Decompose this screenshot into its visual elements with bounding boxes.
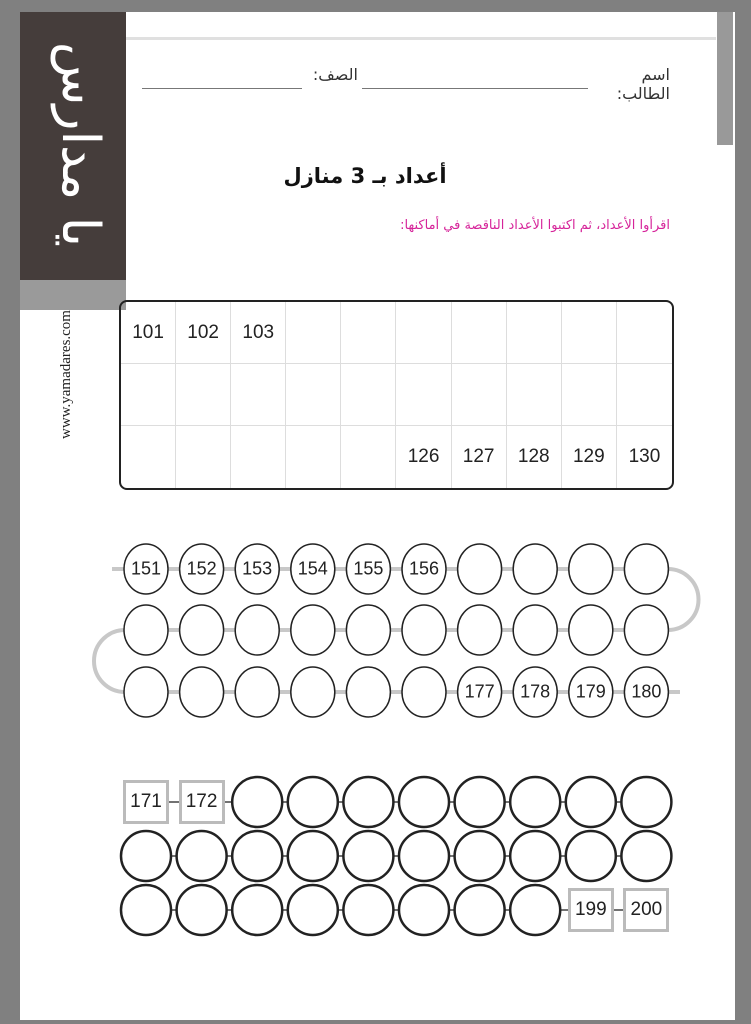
website-text: www.yamadares.com <box>58 310 74 440</box>
bead-circle <box>232 777 282 827</box>
number-circle <box>402 667 446 717</box>
bead-circle <box>288 777 338 827</box>
instruction-text: اقرأوا الأعداد، ثم اكتبوا الأعداد الناقصة في أماكنها: <box>400 218 670 233</box>
bead-circle <box>399 831 449 881</box>
number-circle <box>346 667 390 717</box>
bead-circle <box>566 831 616 881</box>
circle-number: 153 <box>242 558 273 579</box>
bead-circle <box>455 777 505 827</box>
class-label: الصف: <box>312 65 358 84</box>
number-circle <box>291 667 335 717</box>
student-name-label: اسم الطالب: <box>616 65 670 103</box>
circle-number: 178 <box>520 681 551 702</box>
number-circle <box>569 544 613 594</box>
grid-cell-number: 102 <box>176 302 231 364</box>
number-box: 171 <box>123 780 169 824</box>
circle-number: 177 <box>464 681 495 702</box>
number-circle <box>513 605 557 655</box>
number-circle <box>624 605 668 655</box>
grid-cell-number: 128 <box>507 426 562 488</box>
number-circle <box>124 605 168 655</box>
number-box: 200 <box>623 888 669 932</box>
bead-circle <box>177 831 227 881</box>
circle-number: 180 <box>631 681 662 702</box>
bead-circle <box>232 885 282 935</box>
bead-circle <box>121 885 171 935</box>
circle-number: 155 <box>353 558 384 579</box>
number-circle <box>180 667 224 717</box>
grid-cell-number: 101 <box>121 302 176 364</box>
page-title: أعداد بـ 3 منازل <box>283 164 447 188</box>
number-box: 172 <box>179 780 225 824</box>
bead-circle <box>232 831 282 881</box>
circle-number: 154 <box>297 558 328 579</box>
bead-circle <box>399 777 449 827</box>
circle-number: 151 <box>130 558 162 579</box>
circle-number: 156 <box>408 558 440 579</box>
bead-circle <box>455 885 505 935</box>
circle-number: 152 <box>186 558 217 579</box>
bead-circle <box>510 777 560 827</box>
number-circle <box>624 544 668 594</box>
bead-circle <box>399 885 449 935</box>
number-circle <box>235 667 279 717</box>
bead-circle <box>455 831 505 881</box>
number-circle <box>458 605 502 655</box>
number-circle <box>180 605 224 655</box>
number-circle <box>235 605 279 655</box>
number-circle <box>513 544 557 594</box>
bead-circle <box>343 831 393 881</box>
bead-circle <box>121 831 171 881</box>
number-circle <box>402 605 446 655</box>
bead-circle <box>566 777 616 827</box>
brand-logo: يا مدارس <box>50 42 110 248</box>
number-circle <box>569 605 613 655</box>
number-circle <box>346 605 390 655</box>
bead-circle <box>288 831 338 881</box>
number-circle <box>124 667 168 717</box>
number-circle <box>291 605 335 655</box>
bead-circle <box>177 885 227 935</box>
bead-circle <box>621 831 671 881</box>
bead-circle <box>343 777 393 827</box>
grid-cell-number: 129 <box>562 426 617 488</box>
grid-cell-number: 130 <box>628 446 661 467</box>
bead-circle <box>288 885 338 935</box>
bead-circle <box>621 777 671 827</box>
grid-cell-number: 103 <box>231 302 286 364</box>
grid-cell-number: 127 <box>452 426 507 488</box>
circle-number: 179 <box>575 681 606 702</box>
number-circle <box>458 544 502 594</box>
bead-circle <box>510 885 560 935</box>
bead-circle <box>343 885 393 935</box>
number-box: 199 <box>568 888 614 932</box>
bead-circle <box>510 831 560 881</box>
grid-cell-number: 126 <box>396 426 451 488</box>
